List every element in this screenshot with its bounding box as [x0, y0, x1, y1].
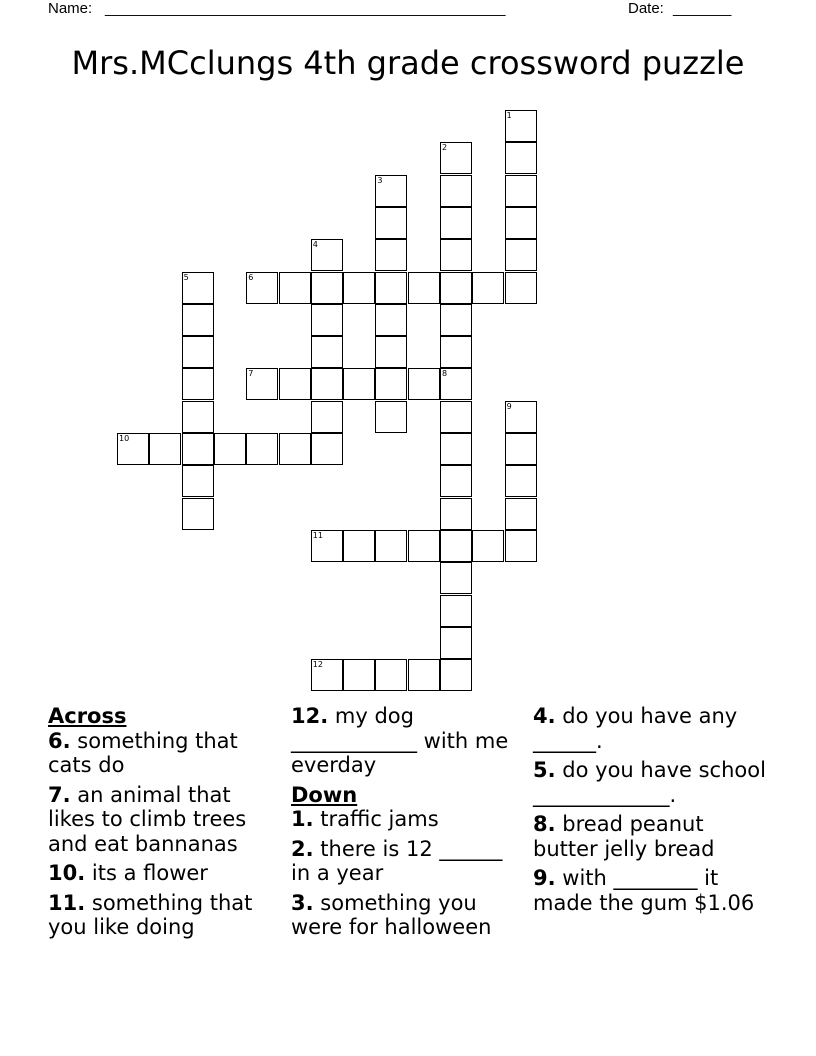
clue-text: something that cats do	[48, 728, 238, 777]
grid-cell[interactable]	[440, 498, 472, 530]
grid-cell[interactable]	[440, 465, 472, 497]
grid-cell[interactable]	[408, 530, 440, 562]
grid-cell[interactable]	[505, 207, 537, 239]
grid-cell[interactable]	[440, 433, 472, 465]
grid-cell[interactable]	[246, 433, 278, 465]
name-label: Name:	[48, 0, 93, 17]
name-field[interactable]: ________________________________________________	[105, 0, 506, 17]
grid-cell[interactable]	[375, 659, 407, 691]
grid-cell[interactable]	[182, 368, 214, 400]
grid-cell[interactable]	[440, 175, 472, 207]
clue-number-label: 6	[248, 272, 254, 282]
grid-cell[interactable]	[311, 401, 343, 433]
grid-cell[interactable]	[279, 433, 311, 465]
clue-number: 4.	[533, 704, 556, 728]
grid-cell[interactable]	[440, 207, 472, 239]
grid-cell[interactable]	[375, 336, 407, 368]
clue-number: 6.	[48, 728, 71, 753]
grid-cell[interactable]	[505, 175, 537, 207]
clue-text: something that you like doing	[48, 890, 253, 939]
clue-number: 7.	[48, 782, 71, 807]
page-title: Mrs.MCclungs 4th grade crossword puzzle	[71, 44, 745, 82]
clue-text: an animal that likes to climb trees and eat bannanas	[48, 782, 247, 856]
grid-cell[interactable]	[343, 368, 375, 400]
clue-number-label: 3	[377, 175, 383, 185]
clue-number: 8.	[533, 812, 556, 836]
clue-number-label: 9	[506, 401, 512, 411]
grid-cell[interactable]	[440, 336, 472, 368]
clue-text: my dog ____________ with me everday	[291, 704, 509, 777]
clue-number: 10.	[48, 861, 86, 885]
clue-down-2	[291, 837, 523, 886]
grid-cell[interactable]	[343, 272, 375, 304]
clue-number: 12.	[291, 704, 329, 728]
down-heading: Down	[291, 782, 358, 807]
clue-across-6	[48, 729, 278, 778]
grid-cell[interactable]	[375, 304, 407, 336]
grid-cell[interactable]	[440, 530, 472, 562]
grid-cell[interactable]	[182, 465, 214, 497]
clue-number-label: 10	[119, 434, 130, 443]
clue-down-1	[291, 807, 523, 832]
grid-cell[interactable]	[440, 659, 472, 691]
clue-number-label: 2	[442, 143, 448, 153]
clue-text: with ________ it made the gum $1.06	[533, 866, 755, 915]
grid-cell[interactable]	[311, 304, 343, 336]
clue-text: its a flower	[91, 861, 208, 885]
clues-column-1	[48, 704, 278, 945]
clue-across-12	[291, 704, 523, 778]
grid-cell[interactable]	[440, 272, 472, 304]
grid-cell[interactable]	[375, 272, 407, 304]
clues-column-2	[291, 704, 523, 945]
clue-down-5	[533, 758, 773, 807]
clue-number: 3.	[291, 890, 314, 915]
date-field[interactable]: _______	[673, 0, 732, 17]
grid-cell[interactable]	[311, 336, 343, 368]
grid-cell[interactable]	[408, 368, 440, 400]
grid-cell[interactable]	[375, 239, 407, 271]
grid-cell[interactable]	[214, 433, 246, 465]
clue-number-label: 1	[506, 111, 512, 120]
clue-number: 9.	[533, 866, 556, 890]
grid-cell[interactable]	[505, 498, 537, 530]
grid-cell[interactable]	[182, 401, 214, 433]
grid-cell[interactable]	[472, 272, 504, 304]
clue-number-label: 8	[442, 369, 448, 379]
clue-across-11	[48, 891, 278, 940]
grid-cell[interactable]	[440, 239, 472, 271]
grid-cell[interactable]	[440, 595, 472, 627]
grid-cell[interactable]	[279, 272, 311, 304]
clue-number-label: 5	[183, 272, 189, 282]
grid-cell[interactable]	[375, 207, 407, 239]
grid-cell[interactable]	[182, 304, 214, 336]
grid-cell[interactable]	[182, 336, 214, 368]
grid-cell[interactable]	[149, 433, 181, 465]
date-label: Date:	[628, 0, 664, 17]
clue-text: there is 12 ______ in a year	[291, 836, 503, 885]
grid-cell[interactable]	[408, 272, 440, 304]
clue-across-7	[48, 783, 278, 857]
grid-cell[interactable]	[472, 530, 504, 562]
clues-column-3	[533, 704, 773, 920]
grid-cell[interactable]	[375, 530, 407, 562]
grid-cell[interactable]	[505, 142, 537, 174]
grid-cell[interactable]	[182, 433, 214, 465]
grid-cell[interactable]	[375, 401, 407, 433]
clue-number: 11.	[48, 890, 86, 915]
grid-cell[interactable]	[311, 368, 343, 400]
clue-down-4	[533, 704, 773, 753]
grid-cell[interactable]	[505, 239, 537, 271]
clue-text: do you have school _____________.	[533, 758, 766, 807]
clue-number: 2.	[291, 836, 314, 861]
grid-cell[interactable]	[375, 368, 407, 400]
grid-cell[interactable]	[440, 304, 472, 336]
clue-number-label: 11	[312, 530, 323, 540]
grid-cell[interactable]	[311, 433, 343, 465]
clue-down-3	[291, 891, 523, 940]
clue-number-label: 12	[312, 660, 323, 670]
clue-text: do you have any ______.	[533, 704, 738, 753]
grid-cell[interactable]	[343, 659, 375, 691]
grid-cell[interactable]	[505, 272, 537, 304]
clue-number-label: 7	[248, 369, 254, 379]
grid-cell[interactable]	[408, 659, 440, 691]
grid-cell[interactable]	[440, 401, 472, 433]
grid-cell[interactable]	[505, 465, 537, 497]
clue-text: bread peanut butter jelly bread	[533, 812, 715, 861]
grid-cell[interactable]	[440, 627, 472, 659]
clue-text: traffic jams	[320, 807, 439, 831]
across-heading: Across	[48, 704, 127, 728]
grid-cell[interactable]	[279, 368, 311, 400]
clue-text: something you were for halloween	[291, 890, 492, 939]
grid-cell[interactable]	[505, 433, 537, 465]
clue-across-10	[48, 861, 278, 886]
clue-number-label: 4	[312, 240, 318, 250]
grid-cell[interactable]	[505, 530, 537, 562]
clue-down-8	[533, 812, 773, 861]
grid-cell[interactable]	[343, 530, 375, 562]
grid-cell[interactable]	[182, 498, 214, 530]
grid-cell[interactable]	[440, 562, 472, 594]
grid-cell[interactable]	[311, 272, 343, 304]
clue-down-9	[533, 866, 773, 915]
clue-number: 5.	[533, 758, 556, 782]
clue-number: 1.	[291, 807, 314, 831]
